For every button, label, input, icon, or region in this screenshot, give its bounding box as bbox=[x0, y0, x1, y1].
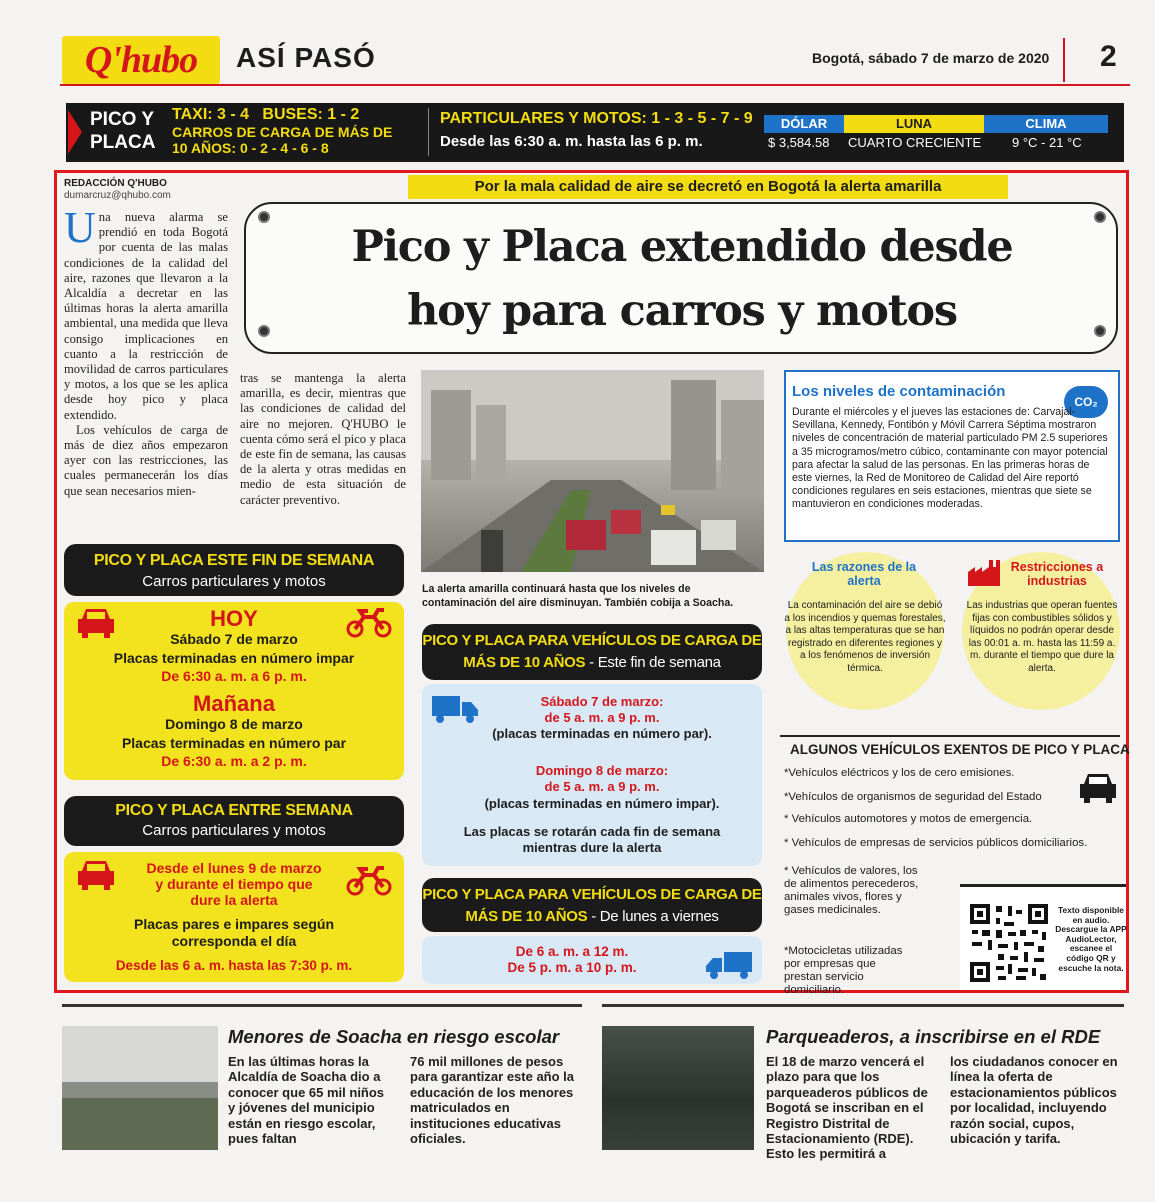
exentos-item: *Vehículos de organismos de seguridad del Estado bbox=[784, 791, 1042, 803]
finde-title: PICO Y PLACA ESTE FIN DE SEMANA bbox=[93, 552, 375, 569]
exentos-item: *Vehículos eléctricos y los de cero emisiones. bbox=[784, 767, 1015, 779]
exentos-item: * Vehículos automotores y motos de emergencia. bbox=[784, 813, 1033, 825]
exentos-item: * Vehículos de valores, los de alimentos perecederos, animales vivos, flores y gases medicinales. bbox=[784, 865, 919, 916]
semana-placas: Placas pares e impares según corresponda el día bbox=[134, 916, 334, 949]
qhubo-logo: Q'hubo bbox=[62, 36, 220, 84]
pico-placa-label: PICO Y PLACA bbox=[90, 109, 156, 153]
semana-title: PICO Y PLACA ENTRE SEMANA bbox=[115, 802, 353, 819]
carga-sab-label: Sábado 7 de marzo: bbox=[540, 694, 664, 709]
exentos-rule bbox=[780, 735, 1120, 737]
dolar-value: $ 3,584.58 bbox=[768, 135, 830, 150]
article-column-1: Una nueva alarma se prendió en toda Bogotá por cuenta de las malas condiciones de la calidad del aire, razones que llevaron a la Alcaldía a decretar en las últimas horas la alerta amarilla ambiental, una medida que lleva consigo implicaciones en cuanto a la restricción de movilidad de carros particulares y motos, a los que se les aplica desde hoy pico y placa extendido. Los vehículos de carga de más de diez años empezaron ayer con las restricciones, las cuales permanecerán los días que sean necesarios mien- bbox=[64, 203, 228, 498]
semana-periodo: Desde el lunes 9 de marzo y durante el tiempo que dure la alerta bbox=[146, 860, 322, 908]
carga-semana-subtitle: MÁS DE 10 AÑOS - De lunes a viernes bbox=[465, 908, 719, 925]
carga-rotacion: Las placas se rotarán cada fin de semana mientras dure la alerta bbox=[463, 824, 721, 855]
author-email[interactable]: dumarcruz@qhubo.com bbox=[64, 190, 171, 201]
story1-rule bbox=[62, 1004, 582, 1007]
exentos-title: ALGUNOS VEHÍCULOS EXENTOS DE PICO Y PLACA bbox=[790, 742, 1130, 757]
bar-divider bbox=[428, 108, 429, 156]
co2-cloud-icon: CO₂ bbox=[1064, 386, 1108, 418]
drop-cap: U bbox=[64, 203, 96, 252]
byline: REDACCIÓN Q'HUBO bbox=[64, 178, 167, 189]
semana-horario: Desde las 6 a. m. hasta las 7:30 p. m. bbox=[115, 958, 353, 973]
story1-column-2: 76 mil millones de pesos para garantizar este año la educación de los menores matriculados en instituciones educativas oficiales. bbox=[410, 1054, 575, 1147]
article-column-2: tras se mantenga la alerta amarilla, es decir, mientras que las condiciones de calidad del aire no mejoren. Q'HUBO le cuenta cómo será el pico y placa de este fin de semana, las causas de la alerta y otras medidas en medio de esta situación de carácter preventivo. bbox=[240, 371, 406, 507]
exentos-item: * Vehículos de empresas de servicios públicos domiciliarios. bbox=[784, 837, 1088, 849]
razones-title: Las razones de la alerta bbox=[811, 560, 917, 588]
arrow-icon bbox=[68, 110, 82, 154]
restricciones-body: Las industrias que operan fuentes fijas con combustibles sólidos y líquidos no podrán operar desde las 00:01 a. m. hasta las 11:59 a. m. durante el tiempo que dure la alerta. bbox=[966, 600, 1118, 674]
contaminacion-body: Durante el miércoles y el jueves las estaciones de: Carvajal-Sevillana, Kennedy, Fontibón y Móvil Carrera Séptima mostraron niveles de concentración de material particulado PM 2.5 superiores a 35 microgramos/metro cúbico, contaminante con mayor potencial para afectar la salud de las personas. En las primeras horas de este viernes, la Red de Monitoreo de Calidad del Aire reportó condiciones regulares en seis estaciones, mientras que siete se mantuvieron en condiciones moderadas. bbox=[792, 406, 1108, 511]
story1-column-1: En las últimas horas la Alcaldía de Soacha dio a conocer que 65 mil niños y jóvenes del municipio están en riesgo escolar, pues faltan bbox=[228, 1054, 385, 1147]
horario-line: Desde las 6:30 a. m. hasta las 6 p. m. bbox=[440, 133, 703, 150]
carga-semana-horario: De 6 a. m. a 12 m. De 5 p. m. a 10 p. m. bbox=[507, 944, 637, 975]
carga-line: CARROS DE CARGA DE MÁS DE 10 AÑOS: 0 - 2 - 4 - 6 - 8 bbox=[172, 124, 393, 156]
contaminacion-title: Los niveles de contaminación bbox=[792, 383, 1006, 400]
story1-title: Menores de Soacha en riesgo escolar bbox=[228, 1026, 560, 1047]
truck-icon bbox=[706, 948, 752, 980]
carga-dom-placas: (placas terminadas en número impar). bbox=[484, 796, 720, 811]
masthead-rule bbox=[60, 84, 1130, 86]
qr-code[interactable] bbox=[968, 902, 1050, 984]
parking-photo bbox=[602, 1026, 754, 1150]
story2-column-2: los ciudadanos conocer en línea la oferta de estacionamientos públicos por localidad, incluyendo razón social, cupos, ubicación y tarifa. bbox=[950, 1054, 1118, 1147]
section-title: ASÍ PASÓ bbox=[236, 42, 376, 73]
dolar-label: DÓLAR bbox=[764, 115, 844, 133]
restricciones-title: Restricciones a industrias bbox=[1010, 560, 1104, 588]
exentos-item: *Motocicletas utilizadas por empresas que prestan servicio domiciliario. bbox=[784, 945, 903, 996]
manana-placas: Placas terminadas en número par bbox=[121, 735, 347, 751]
carga-finde-title: PICO Y PLACA PARA VEHÍCULOS DE CARGA DE bbox=[422, 632, 762, 649]
photo-caption: La alerta amarilla continuará hasta que los niveles de contaminación del aire disminuyan. También cobija a Soacha. bbox=[422, 583, 734, 609]
luna-label: LUNA bbox=[844, 115, 984, 133]
clima-label: CLIMA bbox=[984, 115, 1108, 133]
hoy-placas: Placas terminadas en número impar bbox=[113, 650, 355, 666]
manana-horario: De 6:30 a. m. a 2 p. m. bbox=[161, 753, 307, 769]
carga-sab-placas: (placas terminadas en número par). bbox=[492, 726, 712, 741]
carga-dom-label: Domingo 8 de marzo: bbox=[535, 763, 669, 778]
finde-subtitle: Carros particulares y motos bbox=[142, 573, 326, 590]
traffic-photo bbox=[421, 370, 764, 572]
story2-rule bbox=[602, 1004, 1124, 1007]
masthead-divider bbox=[1063, 38, 1065, 82]
hoy-date: Sábado 7 de marzo bbox=[170, 631, 298, 647]
headline: Pico y Placa extendido desde hoy para carros y motos bbox=[351, 222, 1013, 336]
carga-semana-title: PICO Y PLACA PARA VEHÍCULOS DE CARGA DE bbox=[422, 886, 762, 903]
soacha-photo bbox=[62, 1026, 218, 1150]
kicker: Por la mala calidad de aire se decretó en Bogotá la alerta amarilla bbox=[408, 175, 1008, 199]
taxi-buses-line: TAXI: 3 - 4 BUSES: 1 - 2 bbox=[172, 106, 360, 123]
hoy-label: HOY bbox=[210, 606, 258, 631]
story2-column-1: El 18 de marzo vencerá el plazo para que los parqueaderos públicos de Bogotá se inscriban en el Registro Distrital de Estacionamiento (RDE). Esto les permitirá a bbox=[766, 1054, 928, 1162]
carga-finde-subtitle: MÁS DE 10 AÑOS - Este fin de semana bbox=[463, 654, 721, 671]
manana-label: Mañana bbox=[193, 691, 275, 716]
dateline: Bogotá, sábado 7 de marzo de 2020 bbox=[812, 50, 1050, 66]
clima-value: 9 °C - 21 °C bbox=[1012, 135, 1082, 150]
car-icon bbox=[1078, 770, 1118, 804]
carga-dom-horario: de 5 a. m. a 9 p. m. bbox=[544, 779, 660, 794]
luna-value: CUARTO CRECIENTE bbox=[848, 135, 982, 150]
manana-date: Domingo 8 de marzo bbox=[165, 716, 303, 732]
page-number: 2 bbox=[1100, 40, 1117, 73]
hoy-horario: De 6:30 a. m. a 6 p. m. bbox=[161, 668, 307, 684]
factory-icon bbox=[968, 560, 1002, 586]
particulares-line: PARTICULARES Y MOTOS: 1 - 3 - 5 - 7 - 9 bbox=[440, 110, 753, 127]
qr-instructions: Texto disponible en audio. Descargue la APP AudioLector, escanee el código QR y escuche la nota. bbox=[1055, 905, 1127, 973]
story2-title: Parqueaderos, a inscribirse en el RDE bbox=[766, 1026, 1101, 1047]
carga-sab-horario: de 5 a. m. a 9 p. m. bbox=[544, 710, 660, 725]
razones-body: La contaminación del aire se debió a los incendios y quemas forestales, a las altas temperaturas que se han registrado en diferentes regiones y a los fenómenos de inversión térmica. bbox=[784, 600, 946, 674]
semana-subtitle: Carros particulares y motos bbox=[142, 822, 326, 839]
